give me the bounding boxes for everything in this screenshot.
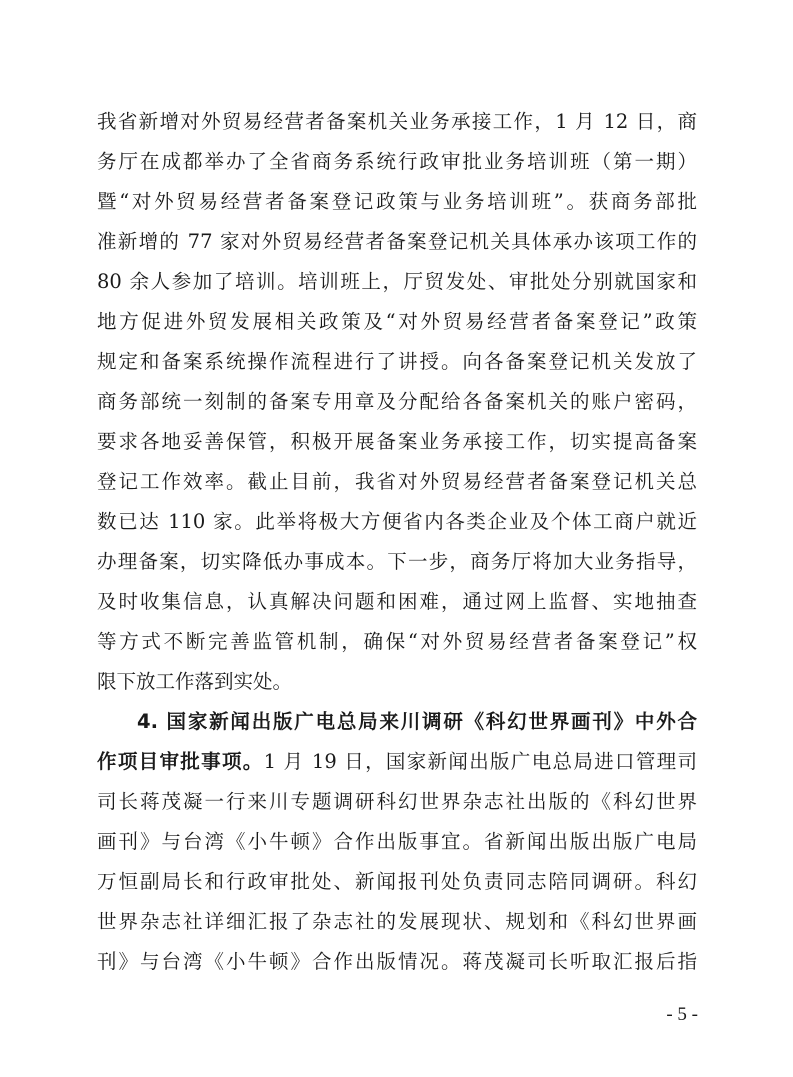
text-line: 务厅在成都举办了全省商务系统行政审批业务培训班（第一期） <box>97 150 697 173</box>
text-line: 及时收集信息，认真解决问题和困难，通过网上监督、实地抽查 <box>97 590 697 613</box>
text-line <box>97 744 697 780</box>
section-heading-tail: 作项目审批事项。 <box>97 750 264 773</box>
section-heading-line: 4. 国家新闻出版广电总局来川调研《科幻世界画刊》中外合 <box>137 710 697 733</box>
text-line: 商务部统一刻制的备案专用章及分配给各备案机关的账户密码， <box>97 390 697 413</box>
text-line: 等方式不断完善监管机制，确保“对外贸易经营者备案登记”权 <box>97 630 697 653</box>
text-line: 世界杂志社详细汇报了杂志社的发展现状、规划和《科幻世界画 <box>97 910 697 933</box>
text-line: 画刊》与台湾《小牛顿》合作出版事宜。省新闻出版出版广电局 <box>97 830 697 853</box>
text-line: 司长蒋茂凝一行来川专题调研科幻世界杂志社出版的《科幻世界 <box>97 790 697 813</box>
text-line: 办理备案，切实降低办事成本。下一步，商务厅将加大业务指导， <box>97 550 697 573</box>
text-line: 暨“对外贸易经营者备案登记政策与业务培训班”。获商务部批 <box>97 190 697 213</box>
text-line: 地方促进外贸发展相关政策及“对外贸易经营者备案登记”政策 <box>97 310 697 333</box>
text-line: 80 余人参加了培训。培训班上，厅贸发处、审批处分别就国家和 <box>97 270 697 293</box>
text-line: 要求各地妥善保管，积极开展备案业务承接工作，切实提高备案 <box>97 430 697 453</box>
text-line: 万恒副局长和行政审批处、新闻报刊处负责同志陪同调研。科幻 <box>97 870 697 893</box>
text-line: 准新增的 77 家对外贸易经营者备案登记机关具体承办该项工作的 <box>97 230 697 253</box>
text-line: 限下放工作落到实处。 <box>97 670 293 693</box>
text-line: 刊》与台湾《小牛顿》合作出版情况。蒋茂凝司长听取汇报后指 <box>97 950 697 973</box>
text-span: 1 月 19 日，国家新闻出版广电总局进口管理司 <box>263 750 697 773</box>
text-line: 登记工作效率。截止目前，我省对外贸易经营者备案登记机关总 <box>97 470 697 493</box>
text-line: 我省新增对外贸易经营者备案机关业务承接工作，1 月 12 日，商 <box>97 110 697 133</box>
text-line: 规定和备案系统操作流程进行了讲授。向各备案登记机关发放了 <box>97 350 697 373</box>
page-number: - 5 - <box>666 1004 698 1025</box>
text-line: 数已达 110 家。此举将极大方便省内各类企业及个体工商户就近 <box>97 510 697 533</box>
